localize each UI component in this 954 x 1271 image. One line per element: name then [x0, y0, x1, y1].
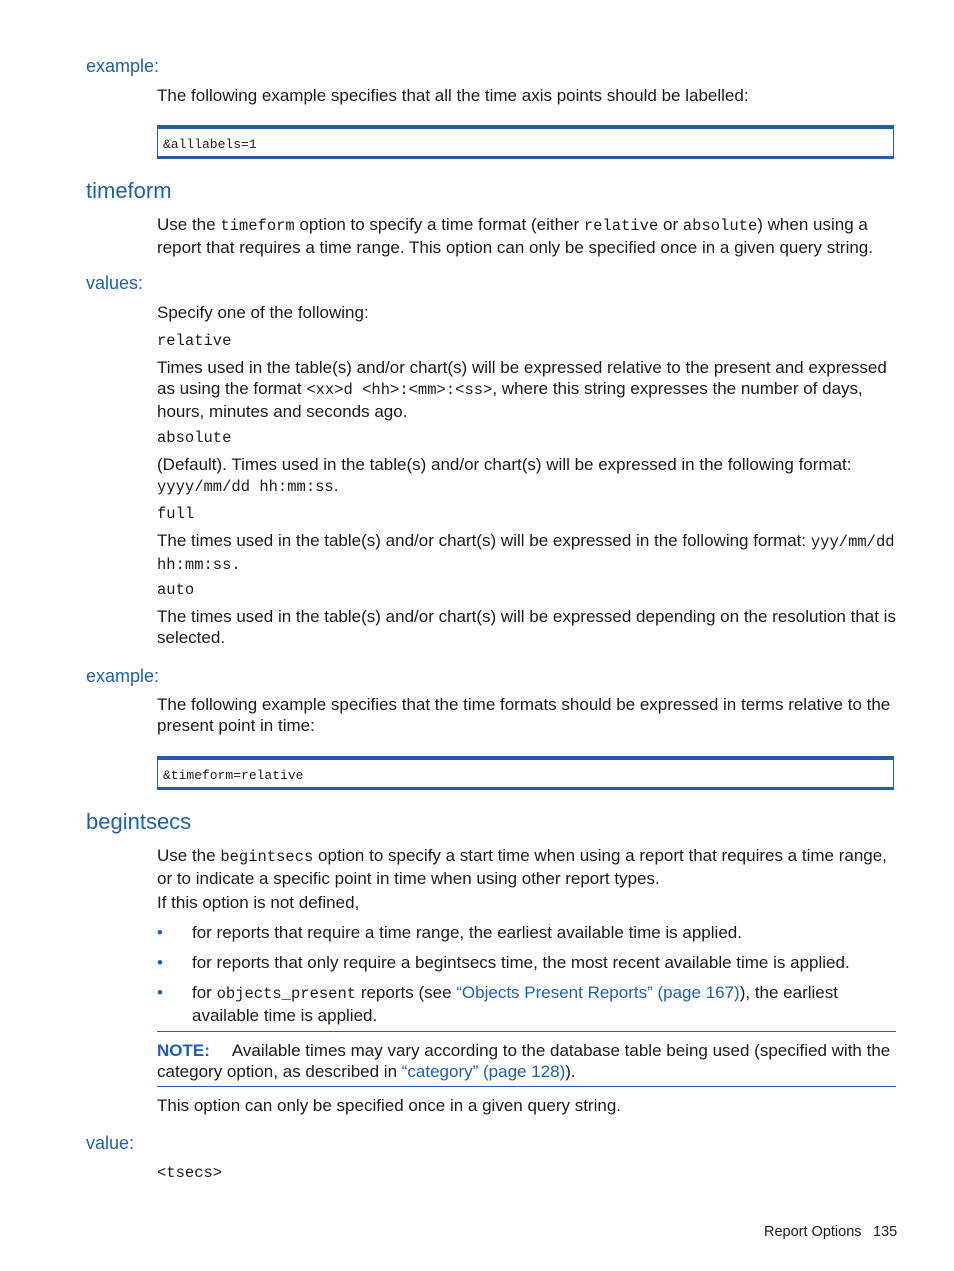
term-absolute: absolute: [157, 429, 232, 447]
example-heading-2: example:: [86, 666, 160, 686]
begintsecs-intro: Use the begintsecs option to specify a start time when using a report that requires a time range, or to indicate a specific point in time when using other report types.: [157, 846, 887, 888]
term-auto: auto: [157, 581, 195, 599]
bullet-marker: •: [157, 983, 163, 1002]
code-timeform: timeform: [220, 217, 295, 235]
footer-section: Report Options: [764, 1224, 862, 1240]
list-item: for objects_present reports (see “Objects Present Reports” (page 167)), the earliest available time is applied.: [192, 983, 838, 1025]
category-link[interactable]: “category” (page 128): [401, 1062, 566, 1081]
code-absolute: absolute: [682, 217, 758, 235]
once-text: This option can only be specified once in a given query string.: [157, 1096, 621, 1115]
term-relative: relative: [157, 332, 232, 350]
note-label: NOTE:: [157, 1041, 210, 1060]
auto-description: The times used in the table(s) and/or chart(s) will be expressed depending on the resolution that is selected.: [157, 607, 896, 647]
example-heading-1: example:: [86, 56, 160, 76]
values-heading: values:: [86, 273, 144, 293]
section-title-timeform: timeform: [86, 178, 172, 203]
page-number: 135: [873, 1224, 898, 1240]
objects-present-reports-link[interactable]: “Objects Present Reports” (page 167): [456, 983, 740, 1002]
section-title-begintsecs: begintsecs: [86, 809, 192, 834]
note-top-rule: [157, 1031, 896, 1032]
absolute-description: (Default). Times used in the table(s) and/or chart(s) will be expressed in the following format: yyyy/mm/dd hh:mm:ss.: [157, 455, 852, 496]
example-text-2: The following example specifies that the time formats should be expressed in terms relative to the present point in time:: [157, 695, 891, 735]
full-description: The times used in the table(s) and/or chart(s) will be expressed in the following format: yyy/mm/dd hh:mm:ss.: [157, 531, 895, 574]
code-alllabels: &alllabels=1: [163, 137, 257, 152]
timeform-intro: Use the timeform option to specify a time format (either relative or absolute) when using a report that requires a time range. This option can only be specified once in a given query string.: [157, 215, 873, 257]
bullet-marker: •: [157, 953, 163, 972]
list-item: for reports that only require a begintsecs time, the most recent available time is applied.: [192, 953, 850, 972]
code-timeform-relative: &timeform=relative: [163, 768, 304, 783]
code-block-alllabels: [157, 125, 894, 159]
code-block-timeform: [157, 756, 894, 790]
value-code: <tsecs>: [157, 1164, 223, 1182]
relative-description: Times used in the table(s) and/or chart(s) will be expressed relative to the present and expressed as using the format <xx>d <hh>:<mm>:<ss>, where this string expresses the number of days, hours, minutes and seconds ago.: [157, 358, 887, 421]
code-relative: relative: [583, 217, 659, 235]
code-begintsecs: begintsecs: [220, 848, 314, 866]
note-bottom-rule: [157, 1086, 896, 1087]
list-item: for reports that require a time range, the earliest available time is applied.: [192, 923, 742, 942]
values-intro: Specify one of the following:: [157, 303, 369, 322]
note-box: NOTE: Available times may vary according to the database table being used (specified with the category option, as described in “category” (page 128)).: [157, 1041, 891, 1081]
value-heading: value:: [86, 1133, 135, 1153]
if-not-defined-text: If this option is not defined,: [157, 893, 360, 912]
example-text-1: The following example specifies that all the time axis points should be labelled:: [157, 86, 749, 105]
bullet-marker: •: [157, 923, 163, 942]
term-full: full: [157, 505, 195, 523]
